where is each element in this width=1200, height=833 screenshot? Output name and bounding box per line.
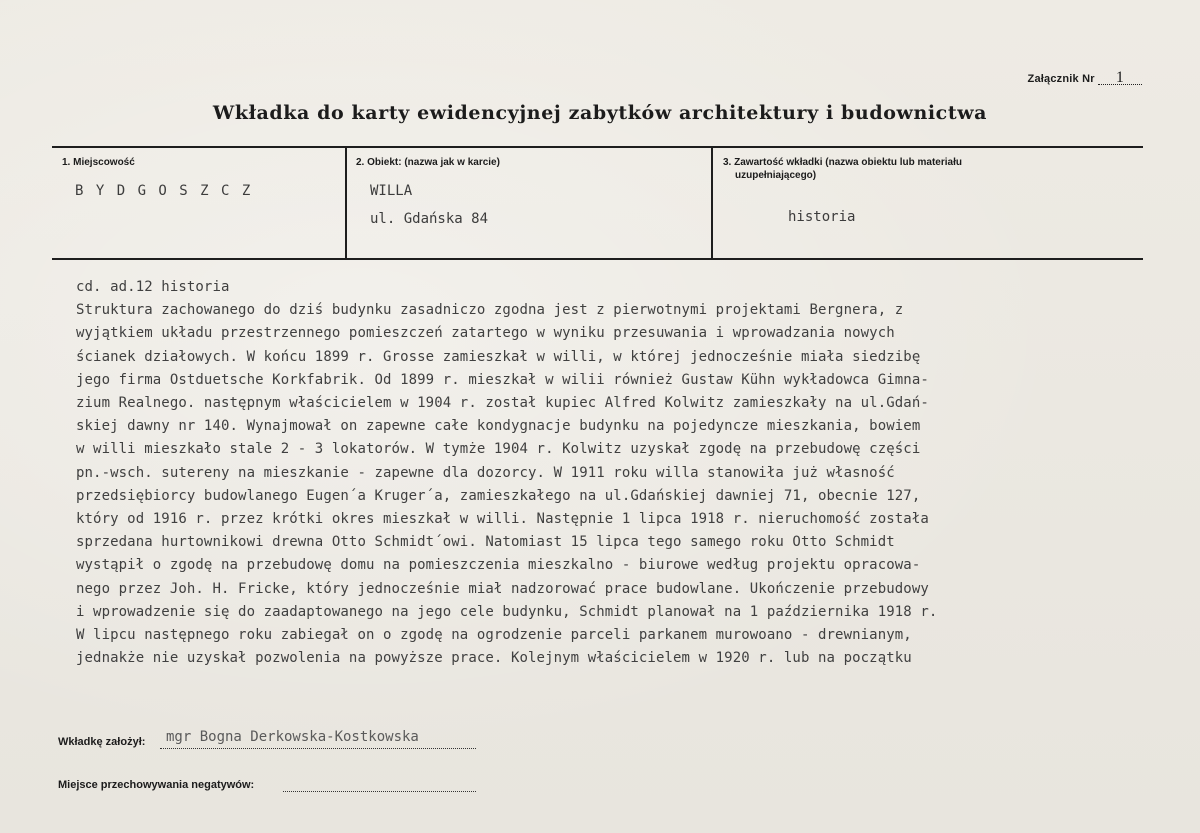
- contents-label: [723, 156, 962, 182]
- text-line: Struktura zachowanego do dziś budynku zasadniczo zgodna jest z pierwotnymi projektami Bergnera, z: [76, 302, 904, 319]
- text-line: jednakże nie uzyskał pozwolenia na powyższe prace. Kolejnym właścicielem w 1920 r. lub na początku: [76, 650, 912, 667]
- page-title: Wkładka do karty ewidencyjnej zabytków architektury i budownictwa: [212, 102, 988, 124]
- column-divider-1: [345, 148, 347, 258]
- text-line: w willi mieszkało stale 2 - 3 lokatorów. W tymże 1904 r. Kolwitz uzyskał zgodę na przebudowę części: [76, 441, 921, 458]
- place-value: B Y D G O S Z C Z: [75, 183, 253, 199]
- author-line: [160, 748, 476, 749]
- annex-label: Załącznik Nr: [1027, 73, 1095, 85]
- text-line: W lipcu następnego roku zabiegał on o zgodę na ogrodzenie parceli parkanem murowoano - drewnianym,: [76, 627, 912, 644]
- contents-label-line-2: uzupełniającego): [735, 170, 817, 181]
- text-line: ścianek działowych. W końcu 1899 r. Grosse zamieszkał w willi, w której jednocześnie miała siedzibę: [76, 348, 921, 365]
- text-line: przedsiębiorcy budowlanego Eugen´a Kruger´a, zamieszkałego na ul.Gdańskiej dawniej 71, obecnie 127,: [76, 487, 921, 504]
- text-line: pn.-wsch. sutereny na mieszkanie - zapewne dla dozorcy. W 1911 roku willa stanowiła już własność: [76, 464, 895, 481]
- text-line: który od 1916 r. przez krótki okres mieszkał w willi. Następnie 1 lipca 1918 r. nieruchomość została: [76, 511, 929, 528]
- text-line: wyjątkiem układu przestrzennego pomieszczeń zatartego w wyniku przesuwania i wprowadzania nowych: [76, 325, 895, 342]
- text-line: nego przez Joh. H. Fricke, który jednocześnie miał nadzorować prace budowlane. Ukończenie przebudowy: [76, 580, 929, 597]
- history-text: [76, 276, 1156, 670]
- annex-number-value: 1: [1098, 72, 1142, 85]
- negatives-label: Miejsce przechowywania negatywów:: [58, 779, 255, 791]
- table-bottom-rule: [52, 258, 1143, 260]
- text-line: wystąpił o zgodę na przebudowę domu na pomieszczenia mieszkalno - biurowe według projektu opracowa-: [76, 557, 921, 574]
- text-line: i wprowadzenie się do zaadaptowanego na jego cele budynku, Schmidt planował na 1 października 1918 r.: [76, 603, 938, 620]
- text-line: cd. ad.12 historia: [76, 279, 230, 295]
- negatives-line: [283, 791, 476, 792]
- contents-value: historia: [788, 209, 856, 225]
- text-line: jego firma Ostduetsche Korkfabrik. Od 1899 r. mieszkał w wilii również Gustaw Kühn wykładowca Gimna-: [76, 371, 929, 388]
- text-line: skiej dawny nr 140. Wynajmował on zapewne całe kondygnacje budynku na pojedyncze mieszkania, bowiem: [76, 418, 921, 435]
- author-value: mgr Bogna Derkowska-Kostkowska: [166, 729, 419, 745]
- place-label: 1. Miejscowość: [62, 157, 135, 168]
- column-divider-2: [711, 148, 713, 258]
- object-label: 2. Obiekt: (nazwa jak w karcie): [356, 157, 500, 168]
- table-top-rule: [52, 146, 1143, 148]
- contents-label-line-1: 3. Zawartość wkładki (nazwa obiektu lub materiału: [723, 157, 962, 168]
- text-line: zium Realnego. następnym właścicielem w 1904 r. został kupiec Alfred Kolwitz zamieszkały na ul.Gdań-: [76, 395, 929, 412]
- text-line: sprzedana hurtownikowi drewna Otto Schmidt´owi. Natomiast 15 lipca tego samego roku Otto Schmidt: [76, 534, 895, 551]
- object-address: ul. Gdańska 84: [370, 211, 489, 227]
- annex-number: [1027, 69, 1142, 86]
- author-label: Wkładkę założył:: [58, 736, 146, 748]
- object-name: WILLA: [370, 183, 413, 199]
